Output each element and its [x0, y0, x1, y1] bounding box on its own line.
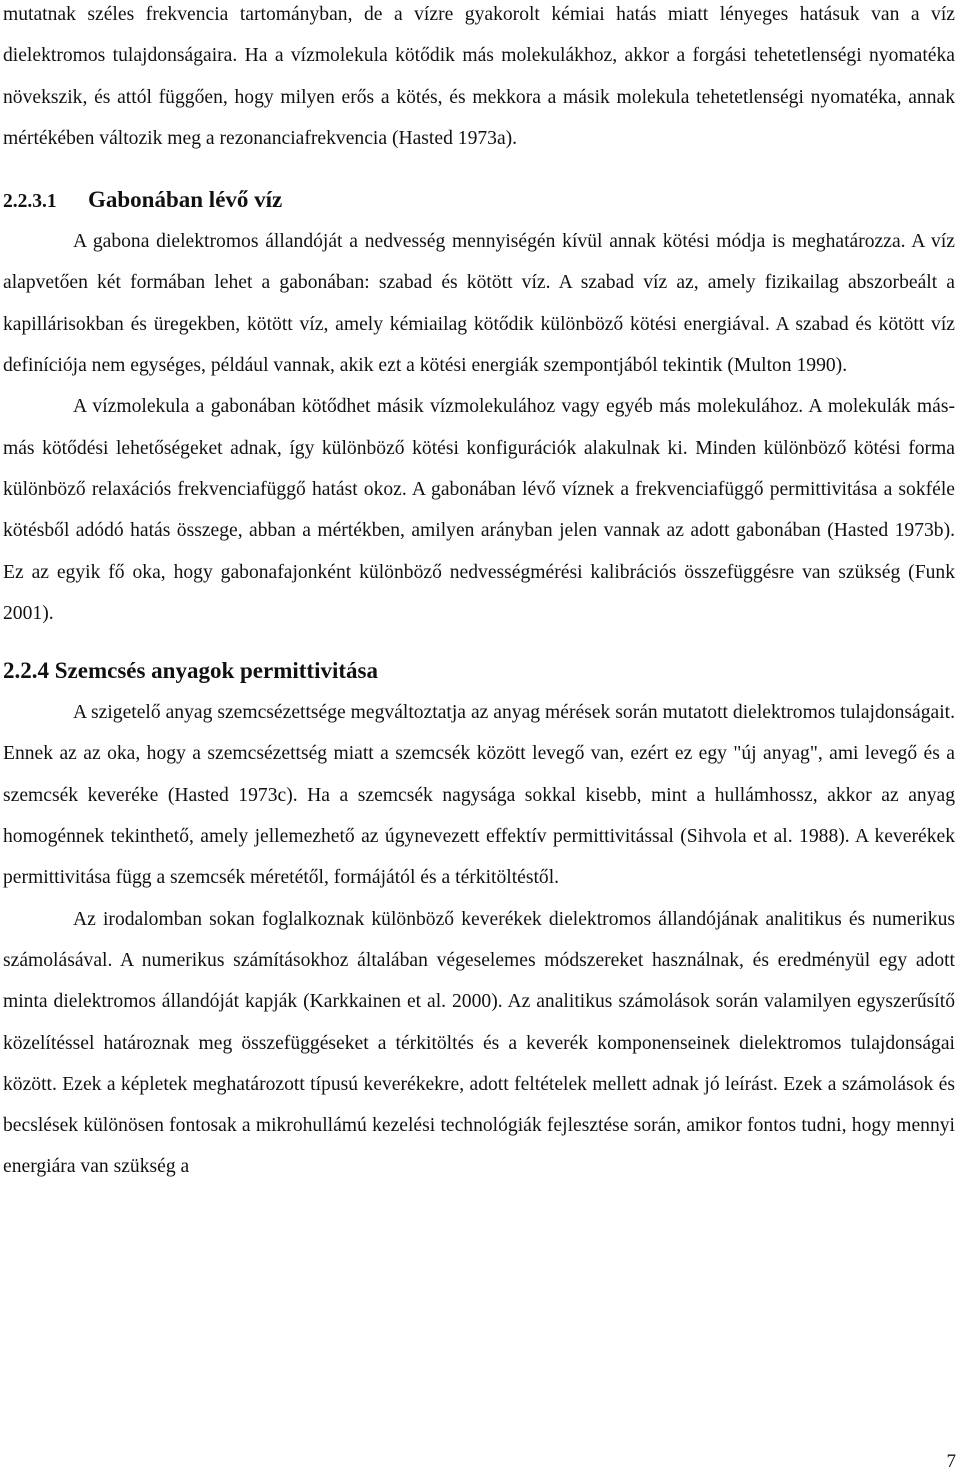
page-number: 7: [946, 1451, 956, 1472]
document-page: [3, 0, 955, 1188]
paragraph-intro: mutatnak széles frekvencia tartományban, de a vízre gyakorolt kémiai hatás miatt lényeges hatásuk van a víz dielektromos tulajdonságaira. Ha a vízmolekula kötődik más molekulákhoz, akkor a forgási tehetetlenségi nyomatéka növekszik, és attól függően, hogy milyen erős a kötés, és mekkora a másik molekula tehetetlenségi nyomatéka, annak mértékében változik meg a rezonanciafrekvencia (Hasted 1973a).: [3, 4, 955, 149]
paragraph-granularity: A szigetelő anyag szemcsézettsége megváltoztatja az anyag mérések során mutatott dielektromos tulajdonságait. Ennek az az oka, hogy a szemcsézettség miatt a szemcsék között levegő van, ezért ez egy "új anyag", ami levegő és a szemcsék keveréke (Hasted 1973c). Ha a szemcsék nagysága sokkal kisebb, mint a hullámhossz, akkor az anyag homogénnek tekinthető, amely jellemezhető az úgynevezett effektív permittivitással (Sihvola et al. 1988). A keverékek permittivitása függ a szemcsék méretétől, formájától és a térkitöltéstől.: [3, 702, 955, 889]
paragraph-bound-water: A gabona dielektromos állandóját a nedvesség mennyiségén kívül annak kötési módja is meghatározza. A víz alapvetően két formában lehet a gabonában: szabad és kötött víz. A szabad víz az, amely fizikailag abszorbeált a kapillárisokban és üregekben, kötött víz, amely kémiailag kötődik különböző kötési energiával. A szabad és kötött víz definíciója nem egységes, például vannak, akik ezt a kötési energiák szempontjából tekintik (Multon 1990).: [3, 231, 955, 377]
section-heading-2-2-3-1: [3, 185, 955, 217]
section-heading-2-2-4: 2.2.4 Szemcsés anyagok permittivitása: [3, 658, 378, 684]
paragraph-water-molecule: A vízmolekula a gabonában kötődhet másik vízmolekulához vagy egyéb más molekulához. A molekulák más-más kötődési lehetőségeket adnak, így különböző kötési konfigurációk alakulnak ki. Minden különböző kötési forma különböző relaxációs frekvenciafüggő hatást okoz. A gabonában lévő víznek a frekvenciafüggő permittivitása a sokféle kötésből adódó hatás összege, abban a mértékben, amilyen arányban jelen vannak az adott gabonában (Hasted 1973b). Ez az egyik fő oka, hogy gabonafajonként különböző nedvességmérési kalibrációs összefüggésre van szükség (Funk 2001).: [3, 396, 955, 624]
paragraph-literature: Az irodalomban sokan foglalkoznak különböző keverékek dielektromos állandójának analitikus és numerikus számolásával. A numerikus számításokhoz általában végeselemes módszereket használnak, és eredményül egy adott minta dielektromos állandóját kapják (Karkkainen et al. 2000). Az analitikus számolások során valamilyen egyszerűsítő közelítéssel határoznak meg összefüggéseket a térkitöltés és a keverék komponenseinek dielektromos tulajdonságai között. Ezek a képletek meghatározott típusú keverékekre, adott feltételek mellett adnak jó leírást. Ezek a számolások és becslések különösen fontosak a mikrohullámú kezelési technológiák fejlesztése során, amikor fontos tudni, hogy mennyi energiára van szükség a: [3, 908, 955, 1178]
section-title: Gabonában lévő víz: [88, 187, 283, 213]
section-number: 2.2.3.1: [3, 191, 57, 213]
